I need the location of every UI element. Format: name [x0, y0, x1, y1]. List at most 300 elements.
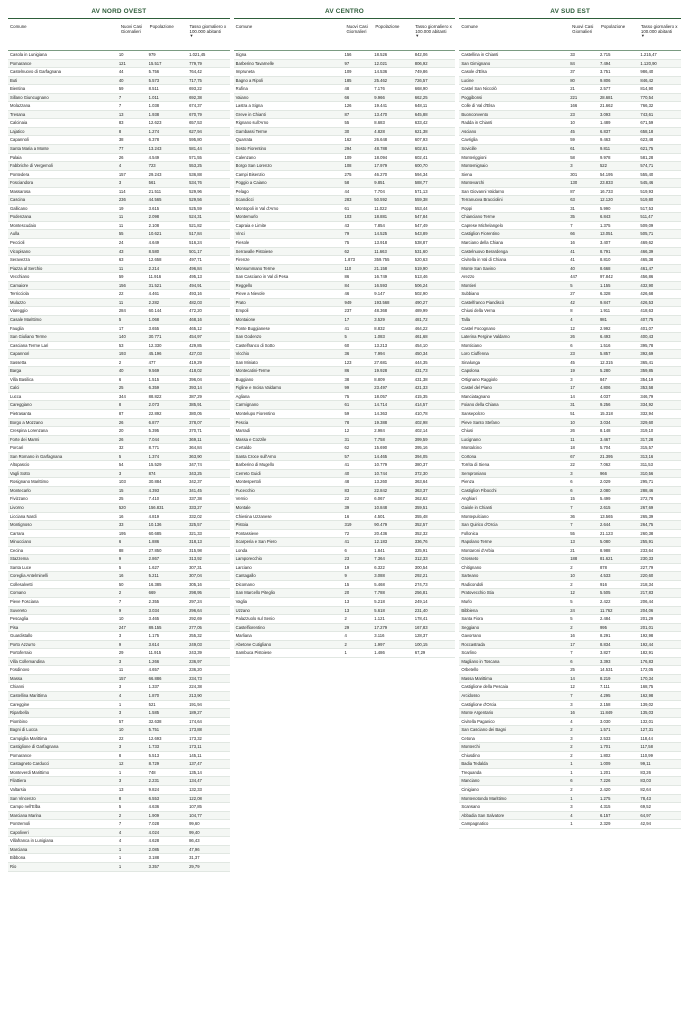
table-row — [459, 342, 681, 351]
cell-rate: 336,76 — [414, 539, 428, 545]
cell-comune: Sassetta — [10, 359, 27, 365]
cell-rate: 174,64 — [189, 718, 202, 724]
cell-rate: 67,29 — [414, 650, 426, 656]
table-row — [459, 461, 681, 470]
table-row — [459, 701, 681, 710]
sort-desc-icon[interactable]: ▼ — [415, 33, 420, 39]
table-row — [8, 726, 230, 735]
header-comune: Comune — [235, 24, 253, 29]
cell-comune: Chianciano Terme — [461, 214, 496, 220]
cell-new-cases: 2 — [118, 590, 122, 596]
cell-comune: Sillano Giuncugnano — [10, 94, 49, 100]
cell-new-cases: 58 — [344, 180, 350, 186]
cell-comune: Siena — [461, 171, 473, 177]
cell-population: 50.592 — [374, 197, 388, 203]
cell-comune: Montevarchi — [461, 180, 485, 186]
cell-population: 2.098 — [148, 214, 160, 220]
cell-population: 48.368 — [374, 308, 388, 314]
header-population: Popolazione — [600, 24, 626, 29]
cell-comune: Radicondoli — [461, 581, 484, 587]
table-row — [459, 316, 681, 325]
table-row — [459, 786, 681, 795]
cell-comune: Fosciandora — [10, 180, 34, 186]
cell-comune: Monticiano — [461, 342, 482, 348]
table-row — [8, 196, 230, 205]
table-row — [234, 393, 456, 402]
table-row — [234, 436, 456, 445]
cell-rate: 231,40 — [414, 607, 428, 613]
cell-comune: Anghiari — [461, 496, 477, 502]
cell-population: 3.615 — [148, 205, 160, 211]
cell-new-cases: 7 — [118, 94, 122, 100]
cell-rate: 352,32 — [414, 530, 428, 536]
table-row — [459, 752, 681, 761]
cell-rate: 255,32 — [189, 633, 202, 639]
table-row — [234, 461, 456, 470]
cell-rate: 543,89 — [414, 231, 428, 237]
cell-population: 3.407 — [599, 240, 611, 246]
cell-rate: 172,05 — [640, 667, 654, 673]
cell-rate: 337,38 — [189, 496, 202, 502]
cell-rate: 627,94 — [189, 128, 202, 134]
table-row — [459, 692, 681, 701]
cell-comune: Massarosa — [10, 188, 31, 194]
cell-population: 21.395 — [599, 453, 613, 459]
cell-comune: Campi Bisenzio — [235, 171, 265, 177]
cell-new-cases: 26 — [570, 428, 575, 434]
cell-comune: Piombino — [10, 718, 28, 724]
cell-comune: Gavorrano — [461, 633, 482, 639]
table-row — [459, 282, 681, 291]
cell-new-cases: 67 — [570, 453, 575, 459]
cell-population: 23.497 — [374, 385, 388, 391]
cell-new-cases: 84 — [344, 282, 350, 288]
cell-rate: 524,31 — [189, 214, 202, 220]
cell-new-cases: 10 — [118, 727, 124, 733]
cell-population: 25.462 — [374, 77, 388, 83]
cell-new-cases: 8 — [118, 752, 122, 758]
cell-rate: 170,34 — [640, 675, 654, 681]
cell-comune: Pienza — [461, 479, 475, 485]
table-row — [459, 718, 681, 727]
cell-new-cases: 2 — [570, 752, 573, 758]
cell-population: 3.034 — [148, 607, 160, 613]
cell-rate: 401,07 — [640, 325, 654, 331]
cell-rate: 372,30 — [414, 470, 428, 476]
cell-comune: Monterchi — [461, 744, 480, 750]
cell-population: 5.704 — [599, 445, 611, 451]
cell-population: 7.410 — [148, 496, 160, 502]
cell-new-cases: 31 — [570, 402, 575, 408]
cell-rate: 218,34 — [640, 581, 654, 587]
cell-new-cases: 25 — [118, 496, 124, 502]
cell-new-cases: 344 — [118, 393, 126, 399]
cell-comune: Montecatini-Terme — [235, 368, 271, 374]
cell-population: 8.810 — [599, 257, 611, 263]
cell-comune: Camaiore — [10, 282, 29, 288]
cell-population: 6.837 — [599, 128, 611, 134]
table-row — [459, 478, 681, 487]
cell-rate: 662,25 — [414, 94, 428, 100]
cell-comune: Radda in Chianti — [461, 120, 493, 126]
cell-rate: 78,43 — [640, 795, 651, 801]
cell-rate: 511,47 — [640, 214, 653, 220]
cell-new-cases: 75 — [344, 393, 350, 399]
cell-rate: 265,39 — [640, 513, 654, 519]
table-row — [8, 188, 230, 197]
cell-population: 4.295 — [599, 693, 611, 699]
cell-population: 5.618 — [374, 607, 385, 613]
table-row — [8, 128, 230, 137]
cell-new-cases: 1 — [344, 650, 347, 656]
cell-rate: 201,01 — [640, 624, 654, 630]
cell-population: 18.881 — [374, 214, 388, 220]
cell-new-cases: 5 — [118, 564, 122, 570]
cell-comune: Montale — [235, 504, 251, 510]
cell-new-cases: 4 — [344, 633, 347, 639]
cell-population: 1.175 — [148, 633, 160, 639]
cell-new-cases: 44 — [118, 69, 124, 75]
table-row — [234, 222, 456, 231]
cell-rate: 104,77 — [189, 812, 202, 818]
cell-comune: Borgo a Mozzano — [10, 419, 43, 425]
cell-population: 2.085 — [148, 846, 160, 852]
cell-population: 1.275 — [599, 795, 611, 801]
cell-comune: Scarperia e San Piero — [235, 539, 277, 545]
cell-population: 1.701 — [599, 744, 611, 750]
table-row — [8, 504, 230, 513]
cell-population: 14.714 — [374, 402, 388, 408]
table-row — [459, 230, 681, 239]
cell-population: 6.328 — [599, 291, 611, 297]
cell-new-cases: 26 — [570, 334, 575, 340]
cell-rate: 191,94 — [189, 701, 202, 707]
sort-desc-icon[interactable]: ▼ — [640, 33, 645, 39]
cell-rate: 668,90 — [414, 86, 428, 92]
cell-comune: Chiusi — [461, 428, 473, 434]
cell-population: 2.533 — [599, 735, 611, 741]
cell-new-cases: 43 — [118, 248, 124, 254]
table-row — [8, 85, 230, 94]
cell-new-cases: 2 — [344, 641, 347, 647]
table-row — [459, 760, 681, 769]
table-row — [459, 333, 681, 342]
table-row — [459, 273, 681, 282]
cell-rate: 464,22 — [414, 325, 428, 331]
cell-new-cases: 109 — [344, 69, 352, 75]
table-row — [459, 290, 681, 299]
cell-population: 7.176 — [374, 86, 385, 92]
cell-rate: 354,19 — [640, 376, 654, 382]
cell-comune: Rufina — [235, 86, 248, 92]
cell-comune: Grosseto — [461, 556, 479, 562]
cell-rate: 581,44 — [189, 146, 202, 152]
cell-comune: San Romano in Garfagnana — [10, 453, 63, 459]
cell-population: 3.614 — [148, 641, 160, 647]
cell-rate: 288,46 — [640, 487, 654, 493]
table-row — [8, 572, 230, 581]
table-body — [234, 51, 456, 1022]
cell-comune: Sansepolcro — [461, 410, 485, 416]
cell-rate: 495,13 — [189, 274, 202, 280]
cell-population: 28.681 — [599, 94, 613, 100]
cell-rate: 132,01 — [640, 718, 654, 724]
cell-new-cases: 1 — [118, 701, 122, 707]
cell-new-cases: 31 — [344, 436, 350, 442]
table-row — [8, 683, 230, 692]
table-row — [234, 350, 456, 359]
table-row — [459, 77, 681, 86]
cell-population: 17.279 — [374, 624, 388, 630]
cell-comune: Palazzuolo sul Senio — [235, 616, 275, 622]
cell-new-cases: 12 — [118, 761, 124, 767]
cell-new-cases: 20 — [344, 590, 350, 596]
cell-comune: San Casciano dei Bagni — [461, 727, 507, 733]
table-row — [459, 504, 681, 513]
cell-population: 18.057 — [374, 393, 388, 399]
cell-comune: Sesto Fiorentino — [235, 146, 267, 152]
table-row — [459, 589, 681, 598]
cell-rate: 99,11 — [640, 761, 651, 767]
cell-rate: 674,37 — [189, 103, 202, 109]
cell-rate: 217,83 — [640, 590, 654, 596]
cell-new-cases: 41 — [344, 462, 350, 468]
cell-new-cases: 33 — [118, 522, 124, 528]
cell-new-cases: 15 — [118, 487, 124, 493]
cell-rate: 347,74 — [189, 462, 202, 468]
cell-new-cases: 2 — [118, 812, 122, 818]
cell-new-cases: 41 — [570, 257, 575, 263]
cell-population: 7.062 — [599, 462, 611, 468]
cell-new-cases: 103 — [118, 479, 126, 485]
cell-comune: Castelnuovo di Garfagnana — [10, 69, 61, 75]
table-row — [8, 624, 230, 633]
cell-comune: Subbiano — [461, 291, 480, 297]
cell-comune: Castel San Niccolò — [461, 86, 497, 92]
table-row — [234, 444, 456, 453]
cell-new-cases: 61 — [344, 402, 350, 408]
table-body — [459, 51, 681, 1022]
cell-population: 2.577 — [599, 86, 611, 92]
cell-population: 89.155 — [148, 624, 162, 630]
table-row — [459, 555, 681, 564]
cell-comune: Lajatico — [10, 128, 25, 134]
cell-new-cases: 5 — [118, 316, 122, 322]
cell-population: 5.218 — [374, 599, 385, 604]
cell-new-cases: 110 — [344, 265, 352, 271]
cell-population: 4.533 — [599, 573, 611, 579]
table-row — [234, 384, 456, 393]
cell-rate: 321,33 — [189, 530, 202, 536]
cell-new-cases: 13 — [344, 599, 350, 604]
cell-rate: 461,47 — [640, 265, 654, 271]
cell-comune: Lucca — [10, 393, 22, 399]
cell-comune: Fabbriche di Vergemoli — [10, 163, 53, 169]
cell-population: 3.529 — [374, 316, 385, 322]
cell-population: 10.621 — [148, 231, 162, 237]
cell-new-cases: 14 — [570, 393, 575, 399]
cell-rate: 426,53 — [640, 299, 654, 305]
header-population: Popolazione — [375, 24, 400, 29]
cell-new-cases: 24 — [118, 240, 124, 246]
cell-comune: Abetone Cutigliano — [235, 641, 272, 647]
table-row — [8, 359, 230, 368]
cell-population: 5.280 — [599, 368, 611, 374]
cell-new-cases: 275 — [344, 171, 352, 177]
cell-comune: Santa Maria a Monte — [10, 146, 49, 152]
cell-population: 6.493 — [599, 334, 611, 340]
cell-new-cases: 36 — [570, 513, 575, 519]
table-row — [8, 701, 230, 710]
column-title: AV SUD EST — [459, 6, 681, 19]
cell-population: 54.195 — [599, 171, 613, 177]
table-row — [459, 564, 681, 573]
cell-comune: Aulla — [10, 231, 20, 237]
header-rate[interactable] — [188, 24, 230, 38]
cell-population: 1.938 — [148, 111, 160, 117]
table-row — [234, 572, 456, 581]
cell-comune: Ponte Buggianese — [235, 325, 270, 331]
cell-population: 12.693 — [148, 735, 162, 741]
cell-rate: 352,57 — [414, 522, 428, 528]
cell-new-cases: 103 — [344, 214, 352, 220]
cell-rate: 770,54 — [640, 94, 654, 100]
cell-new-cases: 157 — [118, 675, 126, 681]
cell-new-cases: 59 — [118, 274, 124, 280]
cell-population: 3.393 — [599, 658, 611, 664]
cell-new-cases: 283 — [344, 197, 352, 203]
cell-new-cases: 3 — [118, 633, 122, 639]
cell-new-cases: 156 — [118, 282, 126, 288]
cell-rate: 122,08 — [189, 795, 202, 801]
cell-comune: Careggiano — [10, 402, 32, 408]
cell-new-cases: 83 — [118, 120, 124, 126]
cell-rate: 529,96 — [189, 188, 202, 194]
cell-comune: Montopoli in Val d'Arno — [235, 205, 279, 211]
cell-comune: Montaione — [235, 316, 256, 322]
cell-new-cases: 5 — [570, 616, 573, 622]
cell-comune: Poggibonsi — [461, 94, 483, 100]
cell-rate: 162,98 — [640, 693, 654, 699]
cell-population: 12.658 — [148, 257, 162, 263]
cell-population: 6.843 — [599, 214, 611, 220]
cell-comune: Abbadia San Salvatore — [461, 812, 505, 818]
cell-new-cases: 11 — [570, 436, 575, 442]
table-row — [234, 538, 456, 547]
cell-new-cases: 8 — [118, 402, 122, 408]
cell-rate: 82,64 — [640, 787, 651, 793]
cell-rate: 312,33 — [414, 556, 428, 562]
cell-comune: Follonica — [461, 530, 479, 536]
cell-rate: 749,86 — [414, 69, 428, 75]
cell-rate: 621,75 — [640, 146, 654, 152]
cell-comune: Massa — [10, 675, 23, 681]
cell-population: 22.842 — [374, 487, 388, 493]
table-row — [8, 145, 230, 154]
cell-population: 1.009 — [599, 761, 611, 767]
cell-comune: Castiglion Fiorentino — [461, 231, 500, 237]
table-row — [234, 188, 456, 197]
cell-comune: Civitella Paganico — [461, 718, 495, 724]
table-row — [8, 248, 230, 257]
cell-population: 60.685 — [148, 530, 162, 536]
cell-comune: Vaglia — [235, 599, 248, 604]
table-row — [459, 812, 681, 821]
cell-comune: Castellina Marittima — [10, 693, 47, 699]
cell-new-cases: 5 — [344, 334, 347, 340]
cell-comune: Rio — [10, 863, 17, 869]
cell-rate: 392,69 — [640, 351, 654, 357]
cell-new-cases: 11 — [118, 265, 124, 271]
cell-population: 1.375 — [599, 222, 611, 228]
cell-population: 16.749 — [374, 274, 388, 280]
cell-rate: 1.120,90 — [640, 60, 657, 66]
header-rate[interactable] — [413, 24, 455, 38]
cell-population: 979 — [148, 52, 156, 57]
table-row — [234, 589, 456, 598]
cell-new-cases: 19 — [344, 564, 350, 570]
table-row — [459, 581, 681, 590]
cell-population: 7.028 — [148, 821, 160, 827]
cell-rate: 233,64 — [640, 547, 654, 553]
table-row — [8, 333, 230, 342]
cell-rate: 846,42 — [640, 77, 654, 83]
table-row — [459, 444, 681, 453]
cell-comune: Viareggio — [10, 308, 28, 314]
table-row — [8, 589, 230, 598]
table-row — [234, 649, 456, 658]
cell-rate: 83,03 — [640, 778, 651, 784]
cell-rate: 295,71 — [640, 479, 654, 485]
cell-rate: 134,47 — [189, 778, 202, 784]
cell-comune: Serravalle Pistoiese — [235, 248, 273, 254]
cell-rate: 325,91 — [414, 547, 428, 553]
table-row — [8, 829, 230, 838]
sort-desc-icon[interactable]: ▼ — [189, 33, 194, 39]
cell-comune: San Giovanni Valdarno — [461, 188, 505, 194]
cell-population: 5.573 — [148, 77, 160, 83]
cell-rate: 594,34 — [414, 171, 428, 177]
table-row — [8, 453, 230, 462]
cell-rate: 657,53 — [189, 120, 202, 126]
cell-population: 3.093 — [599, 111, 611, 117]
cell-population: 15.529 — [148, 462, 162, 468]
cell-comune: Bagno a Ripoli — [235, 77, 263, 83]
cell-population: 4.549 — [148, 154, 160, 160]
table-row — [459, 213, 681, 222]
cell-comune: Cecina — [10, 547, 24, 553]
cell-new-cases: 6 — [570, 479, 573, 485]
table-row — [8, 162, 230, 171]
cell-rate: 255,91 — [640, 539, 654, 545]
cell-comune: Poppi — [461, 205, 473, 211]
cell-rate: 454,10 — [414, 342, 428, 348]
table-row — [459, 196, 681, 205]
cell-new-cases: 140 — [118, 334, 126, 340]
cell-rate: 645,88 — [414, 111, 428, 117]
cell-population: 11.916 — [148, 274, 162, 280]
header-rate[interactable] — [639, 24, 681, 38]
cell-new-cases: 9 — [118, 556, 122, 562]
cell-population: 9.569 — [148, 368, 160, 374]
cell-rate: 249,14 — [414, 599, 428, 604]
cell-new-cases: 195 — [118, 530, 126, 536]
cell-rate: 595,80 — [189, 137, 202, 143]
cell-rate: 513,46 — [414, 274, 428, 280]
table-row — [8, 461, 230, 470]
cell-comune: Loro Ciuffenna — [461, 351, 489, 357]
cell-comune: Colle di Val d'Elsa — [461, 103, 495, 109]
